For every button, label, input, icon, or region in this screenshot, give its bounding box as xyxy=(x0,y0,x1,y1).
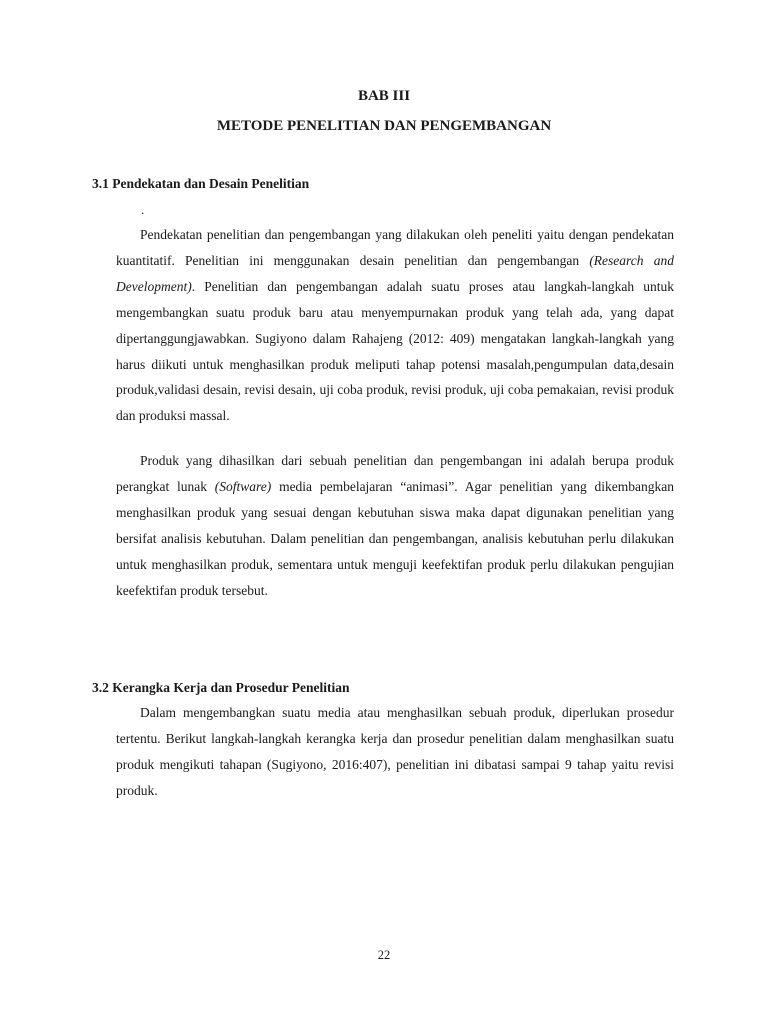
paragraph-italic: (Software) xyxy=(214,478,272,494)
section-heading-3-2: 3.2 Kerangka Kerja dan Prosedur Penelitian xyxy=(92,680,350,695)
paragraph-italic: (Research and Development) xyxy=(116,252,674,294)
paragraph-3-1-b xyxy=(116,448,674,603)
paragraph-3-2-a xyxy=(116,700,674,804)
section-heading-3-1: 3.1 Pendekatan dan Desain Penelitian xyxy=(92,176,310,191)
paragraph-text: Dalam mengembangkan suatu media atau menghasilkan sebuah produk, diperlukan prosedur tertentu. Berikut langkah-langkah kerangka kerja dan prosedur penelitian dalam menghasilkan suatu produk mengikuti tahapan (Sugiyono, 2016:407), penelitian ini dibatasi sampai 9 tahap yaitu revisi produk. xyxy=(116,705,674,798)
paragraph-text: . Penelitian dan pengembangan adalah suatu proses atau langkah-langkah untuk mengembangkan suatu produk baru atau menyempurnakan produk yang telah ada, yang dapat dipertanggungjawabkan. Sugiyono dalam Rahajeng (2012: 409) mengatakan langkah-langkah yang harus diikuti untuk menghasilkan produk meliputi tahap potensi masalah,pengumpulan data,desain produk,validasi desain, revisi desain, uji coba produk, revisi produk, uji coba pemakaian, revisi produk dan produksi massal. xyxy=(116,278,674,424)
page-number: 22 xyxy=(377,948,391,962)
paragraph-text: Produk yang dihasilkan dari sebuah penelitian dan pengembangan ini adalah berupa produk perangkat lunak xyxy=(116,453,674,494)
chapter-title: METODE PENELITIAN DAN PENGEMBANGAN xyxy=(216,118,552,134)
stray-mark: . xyxy=(141,202,145,217)
paragraph-text: media pembelajaran “animasi”. Agar penelitian yang dikembangkan menghasilkan produk yang sesuai dengan kebutuhan siswa maka dapat digunakan penelitian yang bersifat analisis kebutuhan. Dalam penelitian dan pengembangan, analisis kebutuhan perlu dilakukan untuk menghasilkan produk, sementara untuk menguji keefektifan produk perlu dilakukan pengujian keefektifan produk tersebut. xyxy=(116,478,674,598)
paragraph-text: Pendekatan penelitian dan pengembangan yang dilakukan oleh peneliti yaitu dengan pendekatan kuantitatif. Penelitian ini menggunakan desain penelitian dan pengembangan xyxy=(116,227,674,268)
paragraph-3-1-a xyxy=(116,222,674,429)
chapter-number: BAB III xyxy=(357,88,411,104)
